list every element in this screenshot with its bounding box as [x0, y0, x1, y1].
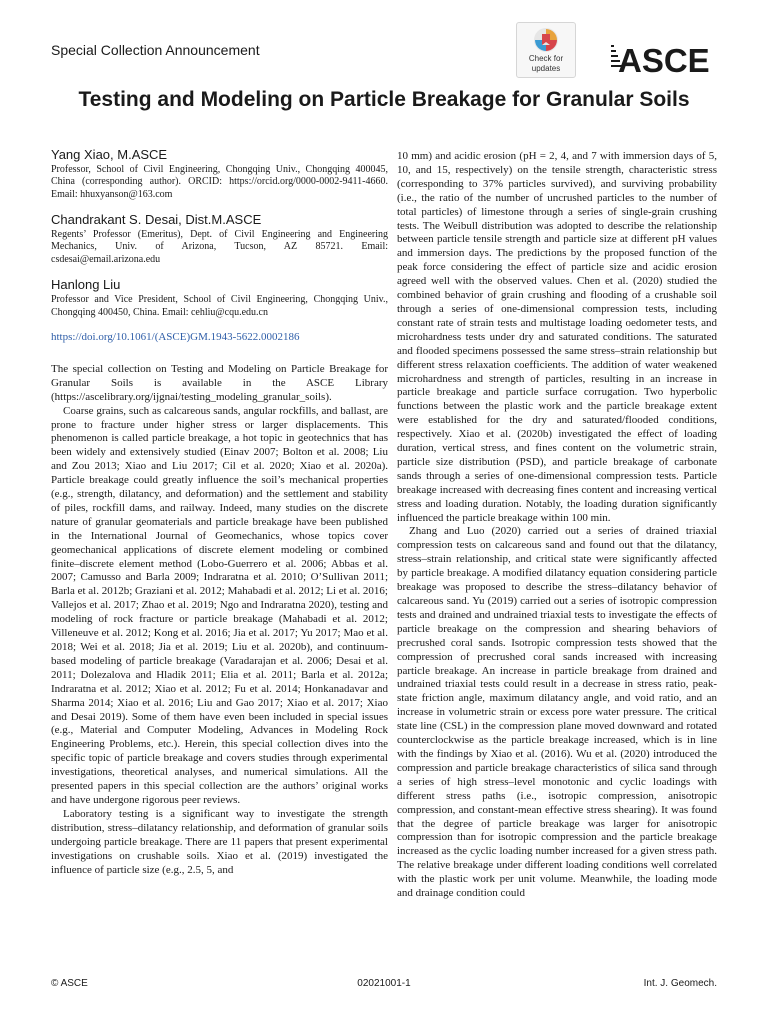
- author-affiliation: Professor and Vice President, School of Civil Engineering, Chongqing Univ., Chongqing 400450, China. Email: cehliu@cqu.edu.cn: [51, 294, 388, 318]
- author-name: Yang Xiao, M.ASCE: [51, 147, 168, 162]
- footer-article-number: 02021001-1: [357, 978, 411, 989]
- body-paragraph: Laboratory testing is a significant way to investigate the strength distribution, stress–dilatancy relationship, and deformation of granular soils undergoing particle breakage. There are 11 papers that present experimental investigations on crushable soils. Xiao et al. (2019) investigated the influence of particle size (e.g., 2.5, 5, and: [51, 807, 388, 876]
- check-updates-line2: updates: [531, 64, 561, 73]
- footer-copyright: © ASCE: [51, 978, 88, 989]
- body-paragraph: Coarse grains, such as calcareous sands, angular rockfills, and ballast, are prone to fracture under higher stress or larger displacements. This phenomenon is called particle breakage, a hot topic in geotechnics that has been widely and extensively studied (Einav 2007; Bolton et al. 2008; Liu and Zou 2013; Xiao and Liu 2017; Cil et al. 2020; Xiao et al. 2020a). Particle breakage could greatly influence the soil’s mechanical properties (e.g., strength, dilatancy, and deformation) and the settlement and stability of piles, rockfill dams, and railway. Indeed, many studies on the discrete nature of granular geomaterials and particle breakage have been published in the International Journal of Geomechanics, whose topics cover geomechanical applications of discrete element modeling or combined finite–discrete element method (Lobo-Guerrero et al. 2006; Abbas et al. 2007; Camusso and Barla 2009; Indraratna et al. 2010; O’Sullivan 2011; Barla et al. 2012b; Graziani et al. 2012; Mahabadi et al. 2012; Li et al. 2016; Vallejos et al. 2017; Zhao et al. 2019; Ngo and Indraratna 2020), testing and modeling of rock fracture or particle breakage (Mahabadi et al. 2012; Villeneuve et al. 2012; Kong et al. 2016; Jia et al. 2017; Yu 2017; Mao et al. 2018; Wei et al. 2018; Jia et al. 2019; Liu et al. 2020b), and continuum-based modeling of particle breakage (Varadarajan et al. 2006; Desai et al. 2011; Dolezalova and Hladik 2011; Elia et al. 2011; Barla et al. 2012a; Indraratna et al. 2012; Xiao et al. 2012; Fu et al. 2014; Honkanadavar and Sharma 2014; Xiao et al. 2016; Liu and Gao 2017; Xiao et al. 2017; Xiao and Desai 2019). Some of them have even been included in special issues (e.g., Material and Computer Modeling, Advances in Modeling Rock Engineering Problems, etc.). Herein, this special collection dives into the specific topic of particle breakage and covers studies through experimental investigations, theoretical analyses, and numerical simulations. All the presented papers in this special collection are the authors’ original works and have undergone rigorous peer reviews.: [51, 404, 388, 806]
- left-column: [51, 148, 388, 877]
- section-label: Special Collection Announcement: [51, 42, 260, 58]
- author-affiliation: Professor, School of Civil Engineering, Chongqing Univ., Chongqing 400045, China (corresponding author). ORCID: https://orcid.org/0000-0002-9411-4660. Email: hhuxyanson@163.com: [51, 163, 388, 200]
- asce-logo: [611, 37, 717, 77]
- body-paragraph: Zhang and Luo (2020) carried out a series of drained triaxial compression tests on calcareous sand and found out that the dilatancy, stress–strain relationship, and critical state were significantly affected by particle breakage. A modified dilatancy equation considering particle breakage was proposed to describe the stress–dilatancy behavior of calcareous sand. Yu (2019) carried out a series of isotropic compression tests and drained and undrained triaxial tests to investigate the effects of particle breakage on the compression and shearing behaviors of precrushed coral sands. Isotropic compression tests showed that the compression of precrushed coral sands increased with increasing particle breakage. An increase in particle breakage from drained and undrained triaxial tests could result in a decrease in stress ratio, peak-state friction angle, maximum dilatancy angle, and void ratio, and an increase in volumetric strain or excess pore water pressure. The critical state line (CSL) in the compression plane moved downward and rotated counterclockwise as the particle breakage increased, which is in line with the findings by Xiao et al. (2016). Wu et al. (2020) introduced the compression and particle breakage characteristics of silica sand through a series of high stress–level monotonic and cyclic loadings with different stress paths (i.e., isotropic compression, anisotropic compression, and constant-mean effective stress shearing). It was found that the degree of particle breakage was larger for anisotropic compression than for isotropic compression and the particle breakage increased as the cyclic loading number increased for a given stress path. The relative breakage under different loading conditions well correlated with the plastic work per unit volume. Meanwhile, the loading mode and drainage condition could: [397, 525, 717, 900]
- author-name: Hanlong Liu: [51, 277, 121, 293]
- check-for-updates-badge[interactable]: [516, 22, 576, 78]
- body-paragraph: The special collection on Testing and Modeling on Particle Breakage for Granular Soils is available in the ASCE Library (https://ascelibrary.org/ijgnai/testing_modeling_granular_soils).: [51, 362, 388, 403]
- footer-journal: Int. J. Geomech.: [643, 978, 717, 989]
- body-paragraph: 10 mm) and acidic erosion (pH = 2, 4, and 7 with immersion days of 5, 10, and 15, respectively) on the tensile strength, characteristic stress (corresponding to 37% particles survived), and surviving probability (i.e., the ratio of the number of uncrushed particles to the number of total particles) of limestone through a series of single-grain crushing tests. The Weibull distribution was adopted to describe the relationship between particle tensile strength and particle size at different pH values and immersion days. The predictions by the proposed function of the peak force considering the effect of particle size and acidic erosion agreed well with the observed values. Chen et al. (2020) studied the combined behavior of grain crushing and flooding of a crushable soil through a series of one-dimensional compression tests, including constant rate of strain tests and multistage loading oedometer tests, and microhardness tests under dry and saturated conditions. The saturated and flooded specimens possessed the same stress–strain relationship but different stress relaxation coefficients. The addition of water weakened microhardness and strength of particles, resulting in an increase in particle breakage and particle surface corrugation. Two hyperbolic functions between the plastic work and the particle breakage extent were established for the dry and saturated/flooded conditions, respectively. Xiao et al. (2020b) investigated the effect of loading duration, vertical stress, and fines content on the volumetric strain, particle size distribution (PSD), and particle breakage of carbonate sands through a series of one-dimensional compression tests. Particle breakage increased with decreasing fines content and increasing vertical stress and loading duration. Notably, the loading duration significantly influenced the particle breakage within 100 min.: [397, 150, 717, 524]
- article-title: Testing and Modeling on Particle Breakage for Granular Soils: [78, 88, 690, 111]
- check-updates-icon: [533, 27, 559, 53]
- author-affiliation: Regents’ Professor (Emeritus), Dept. of Civil Engineering and Engineering Mechanics, Univ. of Arizona, Tucson, AZ 85721. Email: csdesai@email.arizona.edu: [51, 229, 388, 265]
- check-updates-line1: Check for: [528, 54, 564, 63]
- asce-logo-text: ASCE: [618, 42, 710, 77]
- right-column: [397, 150, 717, 901]
- author-name: Chandrakant S. Desai, Dist.M.ASCE: [51, 212, 262, 228]
- doi-link[interactable]: https://doi.org/10.1061/(ASCE)GM.1943-5622.0002186: [51, 330, 300, 343]
